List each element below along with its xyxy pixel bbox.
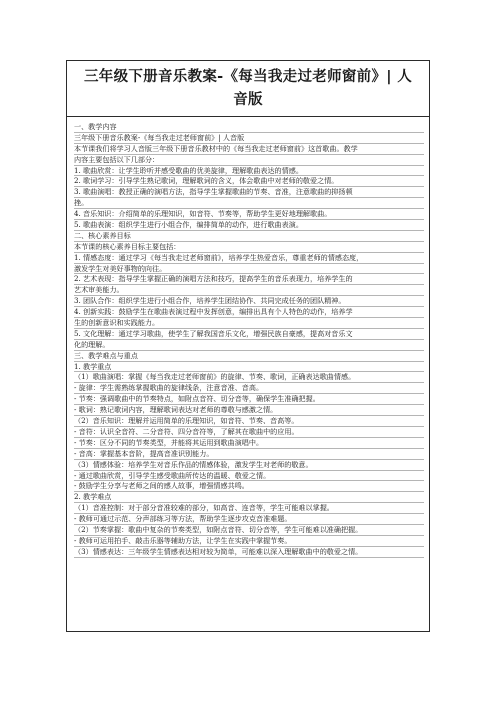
body-line: 三年级下册音乐教案-《每当我走过老师窗前》| 人音版 <box>74 133 424 144</box>
body-line: 3. 团队合作：组织学生进行小组合作，培养学生团结协作、共同完成任务的团队精神。 <box>74 296 424 307</box>
body-line: 2. 艺术表现：指导学生掌握正确的演唱方法和技巧，提高学生的音乐表现力，培养学生的 <box>74 274 424 285</box>
body-line: 本节课的核心素养目标主要包括： <box>74 242 424 253</box>
document-title: 三年级下册音乐教案-《每当我走过老师窗前》| 人音版 <box>83 68 413 108</box>
body-line: （3）情感表达：三年级学生情感表达相对较为简单，可能难以深入理解歌曲中的敬爱之情。 <box>74 547 424 558</box>
body-line: - 教师可运用拍手、敲击乐器等辅助方法，让学生在实践中掌握节奏。 <box>74 536 424 547</box>
body-line: 4. 创新实践：鼓励学生在歌曲表演过程中发挥创意，编排出具有个人特色的动作，培养学 <box>74 307 424 318</box>
body-line: - 通过歌曲欣赏，引导学生感受歌曲所传达的温暖、敬爱之情。 <box>74 471 424 482</box>
body-line: 2. 歌词学习：引导学生熟记歌词，理解歌词的含义，体会歌曲中对老师的敬爱之情。 <box>74 176 424 187</box>
body-line: 艺术审美能力。 <box>74 285 424 296</box>
body-line: - 音符：认识全音符、二分音符、四分音符等，了解其在歌曲中的应用。 <box>74 427 424 438</box>
body-line: 一、教学内容 <box>74 122 424 133</box>
body-line: - 音高：掌握基本音阶，提高音准识别能力。 <box>74 449 424 460</box>
body-line: 5. 文化理解：通过学习歌曲，使学生了解我国音乐文化，增强民族自豪感，提高对音乐文 <box>74 329 424 340</box>
body-line: 5. 歌曲表演：组织学生进行小组合作，编排简单的动作，进行歌曲表演。 <box>74 220 424 231</box>
body-line: 化的理解。 <box>74 340 424 351</box>
body-line: 1. 情感态度：通过学习《每当我走过老师窗前》，培养学生热爱音乐，尊重老师的情感态度， <box>74 253 424 264</box>
body-line: - 节奏：区分不同的节奏类型，并能将其运用到歌曲演唱中。 <box>74 438 424 449</box>
body-line: 二、核心素养目标 <box>74 231 424 242</box>
body-line: 1. 歌曲欣赏：让学生聆听并感受歌曲的优美旋律，理解歌曲表达的情感。 <box>74 166 424 177</box>
body-line: - 鼓励学生分享与老师之间的感人故事，增强情感共鸣。 <box>74 481 424 492</box>
body-line: 三、教学难点与重点 <box>74 351 424 362</box>
body-line: （1）音准控制：对于部分音准较难的部分，如高音、连音等，学生可能难以掌握。 <box>74 503 424 514</box>
document-table <box>66 60 430 632</box>
body-line: （2）节奏掌握：歌曲中复杂的节奏类型，如附点音符、切分音等，学生可能难以准确把握。 <box>74 525 424 536</box>
body-line: 激发学生对美好事物的向往。 <box>74 264 424 275</box>
body-line: 4. 音乐知识：介绍简单的乐理知识，如音符、节奏等，帮助学生更好地理解歌曲。 <box>74 209 424 220</box>
body-line: 内容主要包括以下几部分： <box>74 155 424 166</box>
body-line: 1. 教学重点 <box>74 362 424 373</box>
body-line: - 歌词：熟记歌词内容，理解歌词表达对老师的尊敬与感激之情。 <box>74 405 424 416</box>
body-line: 3. 歌曲演唱：教授正确的演唱方法，指导学生掌握歌曲的节奏、音准，注意歌曲的抑扬顿 <box>74 187 424 198</box>
body-line: 本节课我们将学习人音版三年级下册音乐教材中的《每当我走过老师窗前》这首歌曲。教学 <box>74 144 424 155</box>
body-line: （2）音乐知识：理解并运用简单的乐理知识，如音符、节奏、音高等。 <box>74 416 424 427</box>
body-line: （1）歌曲演唱：掌握《每当我走过老师窗前》的旋律、节奏、歌词，正确表达歌曲情感。 <box>74 372 424 383</box>
body-line: - 旋律：学生需熟练掌握歌曲的旋律线条，注意音准、音高。 <box>74 383 424 394</box>
body-line: 2. 教学难点 <box>74 492 424 503</box>
body-line: 挫。 <box>74 198 424 209</box>
body-line: 生的创新意识和实践能力。 <box>74 318 424 329</box>
body-line: - 节奏：强调歌曲中的节奏特点，如附点音符、切分音等，确保学生准确把握。 <box>74 394 424 405</box>
body-line: （3）情感体验：培养学生对音乐作品的情感体验，激发学生对老师的敬意。 <box>74 460 424 471</box>
body-line: - 教师可通过示范、分声部练习等方法，帮助学生逐步攻克音准难题。 <box>74 514 424 525</box>
title-cell <box>67 61 429 117</box>
document-body <box>67 117 429 558</box>
